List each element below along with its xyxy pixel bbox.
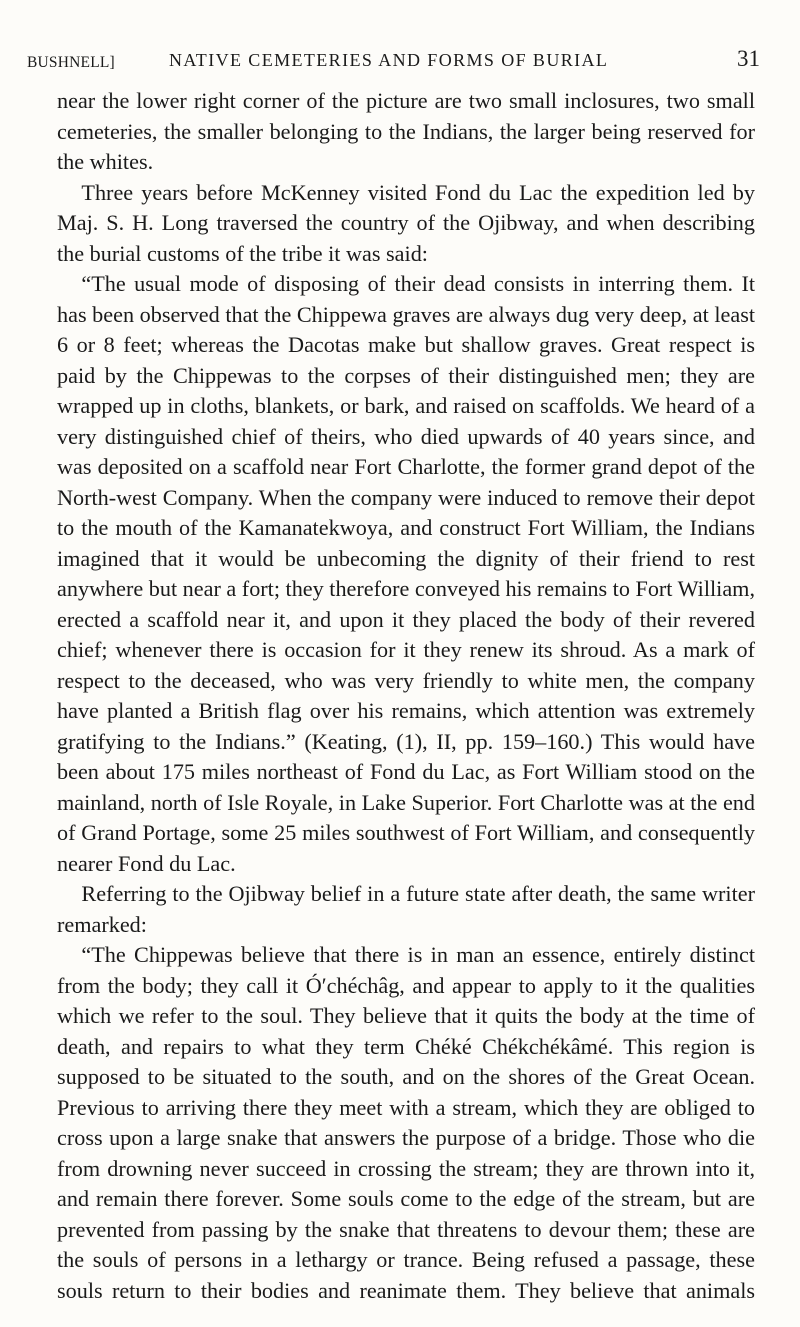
header-author: BUSHNELL] bbox=[27, 54, 115, 71]
paragraph: Three years before McKenney visited Fond du Lac the expedition led by Maj. S. H. Long traversed the country of the Ojibway, and when describing the burial customs of the tribe it was said: bbox=[57, 179, 755, 266]
page-number: 31 bbox=[737, 46, 760, 71]
quote-paragraph: “The usual mode of disposing of their dead consists in interring them. It has been observed that the Chippewa graves are always dug very deep, at least 6 or 8 feet; whereas the Dacotas make but shallow graves. Great respect is paid by the Chippewas to the corpses of their distinguished men; they are wrapped up in cloths, blankets, or bark, and raised on scaffolds. We heard of a very distinguished chief of theirs, who died upwards of 40 years since, and was deposited on a scaffold near Fort Charlotte, the former grand depot of the North-west Company. When the company were induced to remove their depot to the mouth of the Kamanatekwoya, and construct Fort William, the Indians imagined that it would be unbecoming the dignity of their friend to rest anywhere but near a fort; they therefore conveyed his remains to Fort William, erected a scaffold near it, and upon it they placed the body of their revered chief; whenever there is occasion for it they renew its shroud. As a mark of respect to the deceased, who was very friendly to white men, the company have planted a British flag over his remains, which attention was extremely gratifying to the Indians.” (Keating, (1), II, pp. 159–160.) This would have been about 175 miles northeast of Fond du Lac, as Fort William stood on the mainland, north of Isle Royale, in Lake Superior. Fort Charlotte was at the end of Grand Portage, some 25 miles southwest of Fort William, and consequently nearer Fond du Lac. bbox=[57, 271, 755, 876]
paragraph: near the lower right corner of the picture are two small inclosures, two small cemeteries, the smaller belonging to the Indians, the larger being reserved for the whites. bbox=[57, 88, 755, 174]
header-title: NATIVE CEMETERIES AND FORMS OF BURIAL bbox=[169, 50, 609, 70]
quote-paragraph: “The Chippewas believe that there is in man an essence, entirely distinct from the body; they call it Ó′chéchâg, and appear to apply to it the qualities which we refer to the soul. They believe that it quits the body at the time of death, and repairs to what they term Chéké Chékchékâmé. This region is supposed to be situated to the south, and on the shores of the Great Ocean. Previous to arriving there they meet with a stream, which they are obliged to cross upon a large snake that answers the purpose of a bridge. Those who die from drowning never succeed in crossing the stream; they are thrown into it, and remain there forever. Some souls come to the edge of the stream, but are prevented from passing by the snake that threatens to devour them; these are the souls of persons in a lethargy or trance. Being refused a passage, these souls return to their bodies and reanimate them. They believe that animals bbox=[57, 942, 755, 1303]
running-header bbox=[27, 48, 760, 78]
body-text bbox=[57, 86, 755, 1306]
paragraph: Referring to the Ojibway belief in a future state after death, the same writer remarked: bbox=[57, 881, 755, 937]
